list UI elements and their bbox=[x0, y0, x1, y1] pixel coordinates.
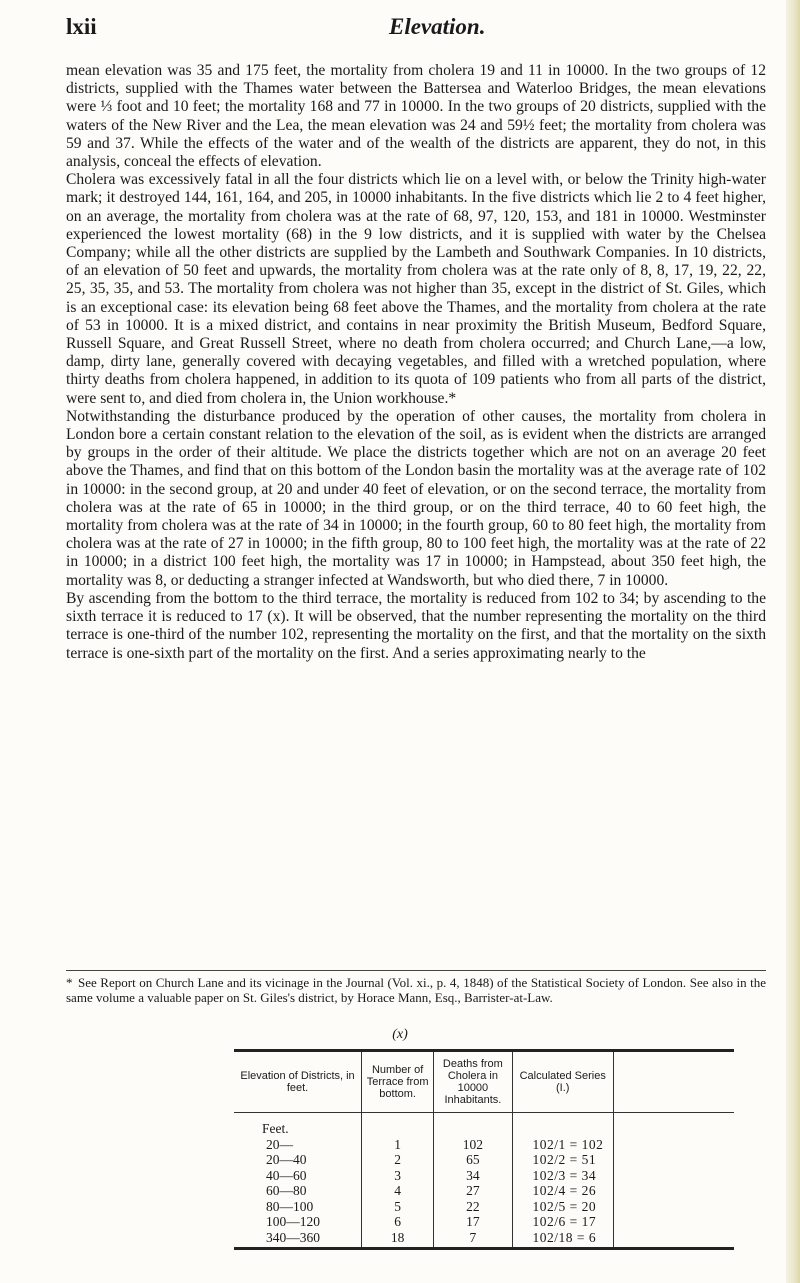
cell-deaths: 65 bbox=[434, 1152, 512, 1168]
cell-deaths: 17 bbox=[434, 1214, 512, 1230]
cell-elevation: 20—40 bbox=[266, 1152, 307, 1167]
table-row bbox=[234, 1230, 734, 1249]
cell-terrace: 18 bbox=[362, 1230, 434, 1249]
table-header-row bbox=[234, 1051, 734, 1113]
paragraph: mean elevation was 35 and 175 feet, the mortality from cholera 19 and 11 in 10000. In the two groups of 12 districts, supplied with the Thames water between the Battersea and Waterloo Bridges, the mean elevations were ⅓ foot and 10 feet; the mortality 168 and 77 in 10000. In the two groups of 20 districts, supplied with the waters of the New River and the Lea, the mean elevation was 24 and 59½ feet; the mortality from cholera was 59 and 37. While the effects of the water and of the wealth of the districts are apparent, they do not, in this analysis, conceal the effects of elevation. bbox=[66, 62, 766, 171]
page-edge bbox=[786, 0, 800, 1283]
table-row bbox=[234, 1168, 734, 1184]
footnote bbox=[66, 970, 766, 1005]
table-row bbox=[234, 1214, 734, 1230]
cell-elevation: 340—360 bbox=[266, 1229, 320, 1245]
cell-terrace: 2 bbox=[362, 1152, 434, 1168]
cell-terrace: 3 bbox=[362, 1168, 434, 1184]
cell-deaths: 34 bbox=[434, 1168, 512, 1184]
cell-terrace: 5 bbox=[362, 1199, 434, 1215]
table-row bbox=[234, 1113, 734, 1137]
cell-series: 102/4 = 26 bbox=[512, 1183, 613, 1199]
mortality-table bbox=[234, 1049, 734, 1250]
footnote-marker: * bbox=[66, 975, 73, 990]
header-deaths: Deaths from Cholera in 10000 Inhabitants. bbox=[434, 1051, 512, 1113]
header-series: Calculated Series (I.) bbox=[512, 1051, 613, 1113]
paragraph: Cholera was excessively fatal in all the four districts which lie on a level with, or below the Trinity high-water mark; it destroyed 144, 161, 164, and 205, in 10000 inhabitants. In the five districts which lie 2 to 4 feet higher, on an average, the mortality from cholera was at the rate of 68, 97, 120, 153, and 181 in 10000. Westminster experienced the lowest mortality (68) in the 9 low districts, and it is supplied with water by the Chelsea Company; while all the other districts are supplied by the Lambeth and Southwark Companies. In 10 districts, of an elevation of 50 feet and upwards, the mortality from cholera was at the rate only of 8, 8, 17, 19, 22, 22, 25, 35, 35, and 53. The mortality from cholera was not higher than 35, except in the district of St. Giles, which is an exceptional case: its elevation being 68 feet above the Thames, and the mortality from cholera at the rate of 53 in 10000. It is a mixed district, and contains in near proximity the British Museum, Bedford Square, Russell Square, and Great Russell Street, where no death from cholera occurred; and Church Lane,—a low, damp, dirty lane, generally covered with decaying vegetables, and filled with a wretched population, where thirty deaths from cholera happened, in addition to its quota of 109 patients who from all parts of the district, were sent to, and died from cholera in, the Union workhouse.* bbox=[66, 171, 766, 407]
table-row bbox=[234, 1137, 734, 1153]
header-elevation: Elevation of Districts, in feet. bbox=[234, 1051, 362, 1113]
cell-terrace: 6 bbox=[362, 1214, 434, 1230]
cell-series: 102/1 = 102 bbox=[512, 1137, 613, 1153]
cell-elevation: 100—120 bbox=[266, 1214, 320, 1229]
header-blank bbox=[613, 1051, 734, 1113]
unit-label: Feet. bbox=[262, 1121, 289, 1136]
cell-deaths: 27 bbox=[434, 1183, 512, 1199]
table-label: (x) bbox=[392, 1027, 408, 1042]
cell-deaths: 7 bbox=[434, 1230, 512, 1249]
table-row bbox=[234, 1199, 734, 1215]
cell-elevation: 80—100 bbox=[266, 1198, 314, 1214]
table-row bbox=[234, 1183, 734, 1199]
cell-terrace: 1 bbox=[362, 1137, 434, 1153]
cell-elevation: 60—80 bbox=[266, 1183, 307, 1198]
cell-deaths: 22 bbox=[434, 1199, 512, 1215]
footnote-text: See Report on Church Lane and its vicinage in the Journal (Vol. xi., p. 4, 1848) of the Statistical Society of London. See also in the same volume a valuable paper on St. Giles's district, by Horace Mann, Esq., Barrister-at-Law. bbox=[66, 975, 766, 1005]
cell-elevation: 40—60 bbox=[266, 1167, 307, 1183]
body-text bbox=[66, 62, 766, 663]
table-row bbox=[234, 1152, 734, 1168]
cell-series: 102/3 = 34 bbox=[512, 1168, 613, 1184]
cell-terrace: 4 bbox=[362, 1183, 434, 1199]
running-title: Elevation. bbox=[389, 14, 486, 39]
cell-series: 102/18 = 6 bbox=[512, 1230, 613, 1249]
cell-deaths: 102 bbox=[434, 1137, 512, 1153]
cell-series: 102/5 = 20 bbox=[512, 1199, 613, 1215]
page-header bbox=[66, 14, 766, 44]
paragraph: Notwithstanding the disturbance produced by the operation of other causes, the mortality from cholera in London bore a certain constant relation to the elevation of the soil, as is evident when the districts are arranged by groups in the order of their altitude. We place the districts together which are not on an average 20 feet above the Thames, and find that on this bottom of the London basin the mortality was at the average rate of 102 in 10000: in the second group, at 20 and under 40 feet of elevation, or on the second terrace, the mortality from cholera was at the rate of 65 in 10000; in the third group, or on the third terrace, 40 to 60 feet high, the mortality from cholera was at the rate of 34 in 10000; in the fourth group, 60 to 80 feet high, the mortality from cholera was at the rate of 27 in 10000; in the fifth group, 80 to 100 feet high, the mortality was at the rate of 22 in 10000; in a district 100 feet high, the mortality was 17 in 10000; in Hampstead, about 350 feet high, the mortality was 8, or deducting a stranger infected at Wandsworth, but who died there, 7 in 10000. bbox=[66, 407, 766, 589]
paragraph: By ascending from the bottom to the third terrace, the mortality is reduced from 102 to 34; by ascending to the sixth terrace it is reduced to 17 (x). It will be observed, that the number representing the mortality on the third terrace is one-third of the number 102, representing the mortality on the first, and that the mortality on the sixth terrace is one-sixth part of the mortality on the first. And a series approximating nearly to the bbox=[66, 589, 766, 662]
cell-series: 102/6 = 17 bbox=[512, 1214, 613, 1230]
page-number: lxii bbox=[66, 14, 97, 39]
cell-series: 102/2 = 51 bbox=[512, 1152, 613, 1168]
cell-elevation: 20— bbox=[266, 1136, 293, 1152]
header-terrace: Number of Terrace from bottom. bbox=[362, 1051, 434, 1113]
